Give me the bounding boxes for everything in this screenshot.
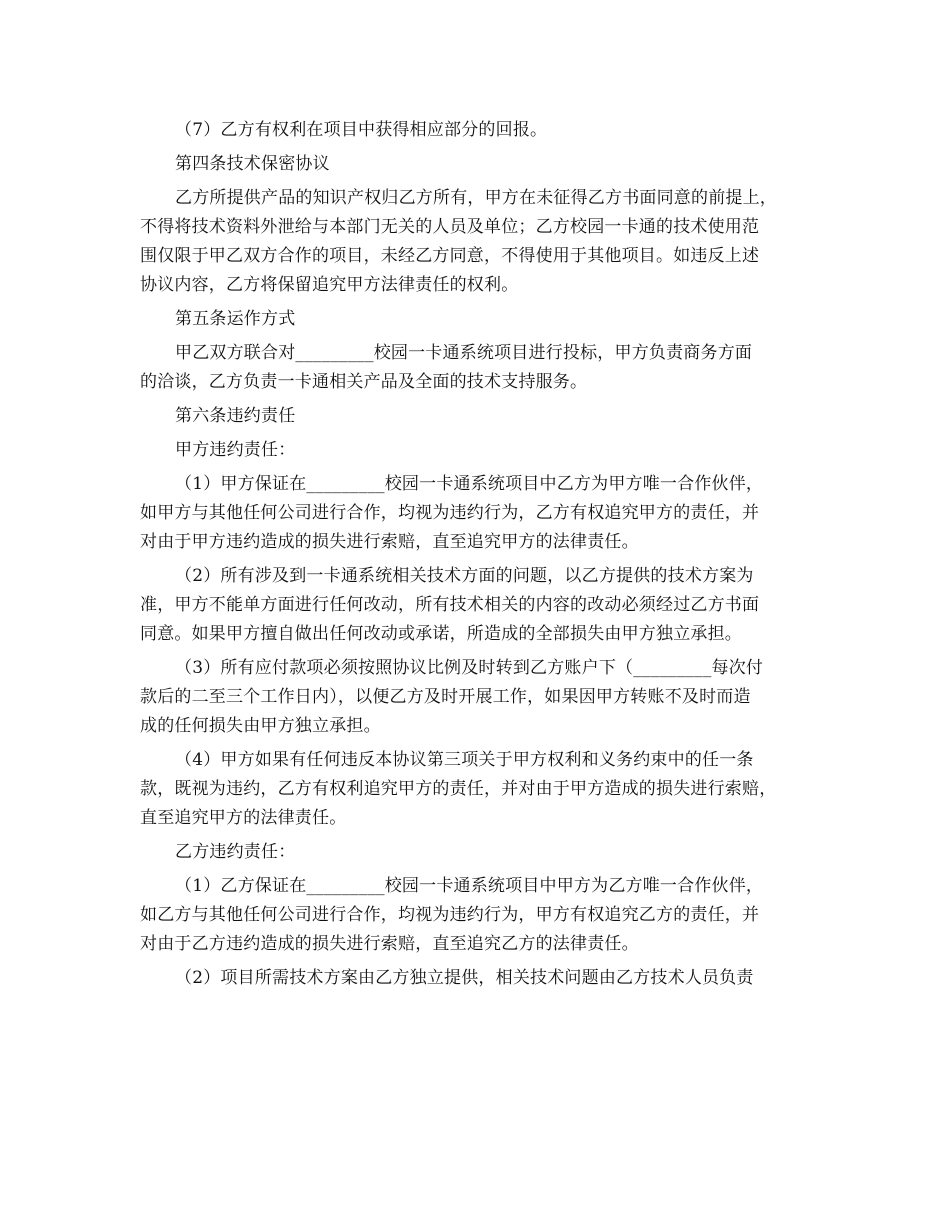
paragraph-line: 不得将技术资料外泄给与本部门无关的人员及单位；乙方校园一卡通的技术使用范 — [140, 217, 760, 237]
paragraph-line: 成的任何损失由甲方独立承担。 — [140, 716, 381, 736]
section-heading: 第五条运作方式 — [175, 309, 296, 329]
paragraph-line: （1）乙方保证在_________校园一卡通系统项目中甲方为乙方唯一合作伙伴， — [175, 876, 764, 896]
document-body — [140, 116, 820, 993]
paragraph-line: （1）甲方保证在_________校园一卡通系统项目中乙方为甲方唯一合作伙伴， — [175, 474, 764, 494]
paragraph-line: （2）项目所需技术方案由乙方独立提供，相关技术问题由乙方技术人员负责 — [175, 968, 754, 988]
paragraph-line: 如乙方与其他任何公司进行合作，均视为违约行为，甲方有权追究乙方的责任，并 — [140, 905, 760, 925]
subsection-heading: 甲方违约责任： — [175, 440, 296, 460]
paragraph-line: 款，既视为违约，乙方有权利追究甲方的责任，并对由于甲方造成的损失进行索赔， — [140, 779, 777, 799]
paragraph-line: 甲乙双方联合对_________校园一卡通系统项目进行投标，甲方负责商务方面 — [175, 343, 753, 363]
paragraph-line: 如甲方与其他任何公司进行合作，均视为违约行为，乙方有权追究甲方的责任，并 — [140, 503, 760, 523]
paragraph-line: 同意。如果甲方擅自做出任何改动或承诺，所造成的全部损失由甲方独立承担。 — [140, 624, 742, 644]
paragraph-line: 围仅限于甲乙双方合作的项目，未经乙方同意，不得使用于其他项目。如违反上述 — [140, 246, 760, 266]
paragraph-line: 款后的二至三个工作日内），以便乙方及时开展工作，如果因甲方转账不及时而造 — [140, 687, 751, 707]
paragraph-line: 对由于甲方违约造成的损失进行索赔，直至追究甲方的法律责任。 — [140, 532, 639, 552]
paragraph-line: 直至追究甲方的法律责任。 — [140, 808, 347, 828]
subsection-heading: 乙方违约责任： — [175, 842, 296, 862]
paragraph-line: （4）甲方如果有任何违反本协议第三项关于甲方权利和义务约束中的任一条 — [175, 750, 754, 770]
paragraph-line: 的洽谈，乙方负责一卡通相关产品及全面的技术支持服务。 — [140, 372, 588, 392]
section-heading: 第四条技术保密协议 — [175, 154, 330, 174]
paragraph-line: 协议内容，乙方将保留追究甲方法律责任的权利。 — [140, 275, 519, 295]
paragraph-line: （7）乙方有权利在项目中获得相应部分的回报。 — [175, 120, 548, 140]
paragraph-line: 对由于乙方违约造成的损失进行索赔，直至追究乙方的法律责任。 — [140, 934, 639, 954]
section-heading: 第六条违约责任 — [175, 406, 296, 426]
paragraph-line: 准，甲方不能单方面进行任何改动，所有技术相关的内容的改动必须经过乙方书面 — [140, 595, 760, 615]
paragraph-line: （2）所有涉及到一卡通系统相关技术方面的问题，以乙方提供的技术方案为 — [175, 566, 754, 586]
paragraph-line: 乙方所提供产品的知识产权归乙方所有，甲方在未征得乙方书面同意的前提上， — [175, 188, 777, 208]
paragraph-line: （3）所有应付款项必须按照协议比例及时转到乙方账户下（_________每次付 — [175, 658, 764, 678]
